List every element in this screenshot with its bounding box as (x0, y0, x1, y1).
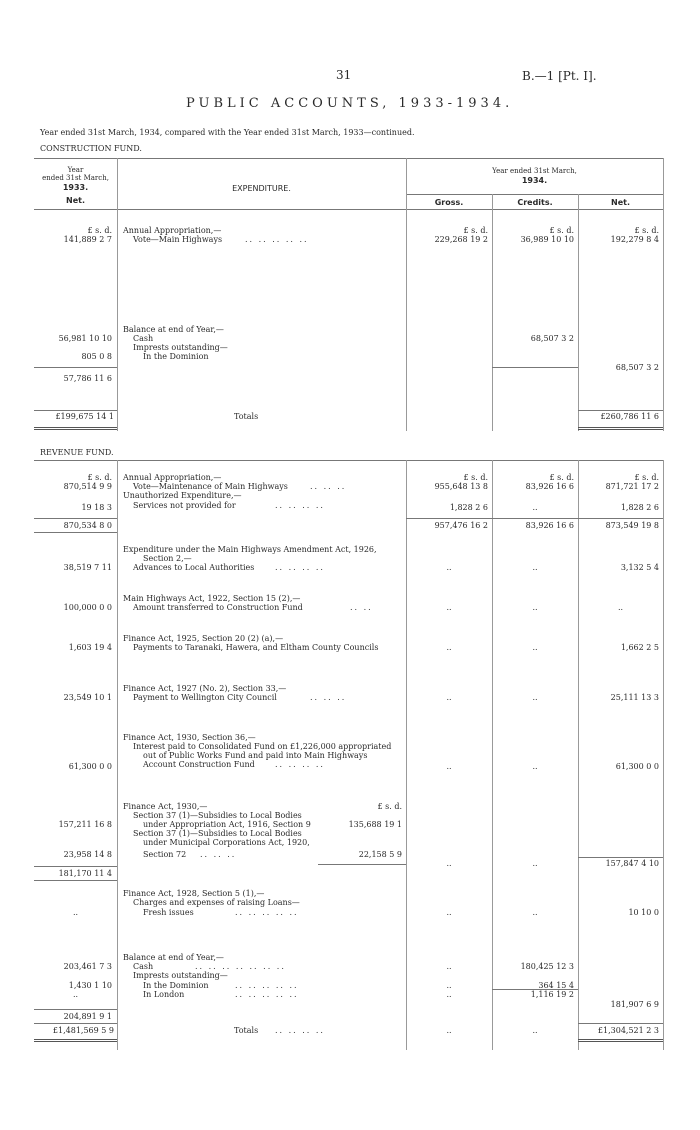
cell-net: 25,111 13 3 (610, 693, 659, 702)
row-label: Unauthorized Expenditure,— (123, 491, 242, 500)
units-label: £ s. d. (549, 473, 574, 482)
row-label: In the Dominion (143, 981, 209, 990)
cell-prev-total: £199,675 14 1 (55, 412, 114, 421)
cell-prev: 203,461 7 3 (63, 962, 112, 971)
cell-prev-subtotal: 870,534 8 0 (63, 521, 112, 530)
row-label: Amount transferred to Construction Fund (133, 603, 303, 612)
row-label: Annual Appropriation,— (123, 473, 222, 482)
cell-subamount: 22,158 5 9 (358, 850, 402, 859)
cell-prev: 870,514 9 9 (63, 482, 112, 491)
prev-net-header: Net. (66, 196, 85, 205)
cell-gross-subtotal: 957,476 16 2 (434, 521, 488, 530)
cell-net: 68,507 3 2 (615, 363, 659, 372)
units-label: £ s. d. (463, 473, 488, 482)
cell-net: 10 10 0 (628, 908, 659, 917)
cell-net: 871,721 17 2 (605, 482, 659, 491)
cell-net-subtotal: 873,549 19 8 (605, 521, 659, 530)
totals-label: Totals (234, 412, 259, 421)
row-label: Section 72 (143, 850, 187, 859)
row-label: In the Dominion (143, 352, 209, 361)
cell-net: 61,300 0 0 (615, 762, 659, 771)
cell-net: 157,847 4 10 (605, 859, 659, 868)
row-label: Cash (133, 334, 154, 343)
row-label: Section 37 (1)—Subsidies to Local Bodies (133, 811, 302, 820)
row-label: Payment to Wellington City Council (133, 693, 277, 702)
row-label: Balance at end of Year,— (123, 953, 224, 962)
cell-credits: 1,116 19 2 (530, 990, 574, 999)
cell-net-total: £260,786 11 6 (600, 412, 659, 421)
cell-prev: 19 18 3 (81, 503, 112, 512)
cell-prev: 56,981 10 10 (58, 334, 112, 343)
cell-prev: 61,300 0 0 (68, 762, 112, 771)
current-year-header-2: 1934. (521, 176, 548, 185)
cell-net: 1,662 2 5 (620, 643, 659, 652)
row-label: out of Public Works Fund and paid into Main Highways (143, 751, 368, 760)
units-label: £ s. d. (634, 226, 659, 235)
row-label: Vote—Maintenance of Main Highways (133, 482, 288, 491)
cell-net: 181,907 6 9 (610, 1000, 659, 1009)
units-label: £ s. d. (377, 802, 402, 811)
cell-prev: 100,000 0 0 (63, 603, 112, 612)
units-label: £ s. d. (634, 473, 659, 482)
row-label: Section 37 (1)—Subsidies to Local Bodies (133, 829, 302, 838)
cell-prev: 38,519 7 11 (63, 563, 112, 572)
cell-gross: 1,828 2 6 (449, 503, 488, 512)
row-label: Charges and expenses of raising Loans— (133, 898, 300, 907)
row-label: Annual Appropriation,— (123, 226, 222, 235)
cell-net: 3,132 5 4 (620, 563, 659, 572)
construction-fund-title: CONSTRUCTION FUND. (40, 144, 142, 153)
cell-subamount: 135,688 19 1 (348, 820, 402, 829)
units-label: £ s. d. (463, 226, 488, 235)
units-label: £ s. d. (87, 473, 112, 482)
cell-net-total: £1,304,521 2 3 (597, 1026, 659, 1035)
gross-header: Gross. (434, 198, 464, 207)
cell-prev: 805 0 8 (81, 352, 112, 361)
cell-credits: 180,425 12 3 (520, 962, 574, 971)
row-label: Advances to Local Authorities (133, 563, 255, 572)
page-title: PUBLIC ACCOUNTS, 1933-1934. (186, 96, 514, 111)
cell-credits: 36,989 10 10 (520, 235, 574, 244)
cell-prev-total: 181,170 11 4 (58, 869, 112, 878)
cell-prev: 141,889 2 7 (63, 235, 112, 244)
row-label: Finance Act, 1930, Section 36,— (123, 733, 256, 742)
cell-net: 192,279 8 4 (610, 235, 659, 244)
row-label: Vote—Main Highways (133, 235, 223, 244)
row-label: Finance Act, 1927 (No. 2), Section 33,— (123, 684, 287, 693)
row-label: Interest paid to Consolidated Fund on £1,226,000 appropriated (133, 742, 392, 751)
row-label: Section 2,— (143, 554, 192, 563)
row-label: Services not provided for (133, 501, 236, 510)
cell-gross: 229,268 19 2 (434, 235, 488, 244)
row-label: In London (143, 990, 185, 999)
cell-prev: 1,430 1 10 (68, 981, 112, 990)
cell-credits: 68,507 3 2 (530, 334, 574, 343)
page-subtitle: Year ended 31st March, 1934, compared with the Year ended 31st March, 1933—continued. (40, 128, 415, 137)
prev-year-header-2: ended 31st March, (42, 174, 109, 182)
row-label: Payments to Taranaki, Hawera, and Eltham County Councils (133, 643, 379, 652)
prev-year-header: Year (67, 166, 84, 174)
row-label: Account Construction Fund (143, 760, 255, 769)
prev-year-header-3: 1933. (62, 183, 89, 192)
row-label: under Appropriation Act, 1916, Section 9 (143, 820, 311, 829)
row-label: Fresh issues (143, 908, 194, 917)
totals-label: Totals (234, 1026, 259, 1035)
row-label: Balance at end of Year,— (123, 325, 224, 334)
row-label: Imprests outstanding— (133, 971, 228, 980)
units-label: £ s. d. (549, 226, 574, 235)
cell-prev: 1,603 19 4 (68, 643, 112, 652)
row-label: Finance Act, 1930,— (123, 802, 208, 811)
cell-net: 1,828 2 6 (620, 503, 659, 512)
cell-gross: 955,648 13 8 (434, 482, 488, 491)
cell-prev: 157,211 16 8 (58, 820, 112, 829)
row-label: Expenditure under the Main Highways Amendment Act, 1926, (123, 545, 377, 554)
cell-prev-total: 57,786 11 6 (63, 374, 112, 383)
cell-credits: 364 15 4 (538, 981, 574, 990)
page-number: 31 (336, 68, 352, 82)
cell-credits-subtotal: 83,926 16 6 (525, 521, 574, 530)
units-label: £ s. d. (87, 226, 112, 235)
cell-prev-total: £1,481,569 5 9 (52, 1026, 114, 1035)
cell-prev: 23,549 10 1 (63, 693, 112, 702)
credits-header: Credits. (517, 198, 553, 207)
row-label: Finance Act, 1925, Section 20 (2) (a),— (123, 634, 284, 643)
row-label: under Municipal Corporations Act, 1920, (143, 838, 310, 847)
row-label: Finance Act, 1928, Section 5 (1),— (123, 889, 265, 898)
current-year-header: Year ended 31st March, (492, 167, 577, 175)
row-label: Main Highways Act, 1922, Section 15 (2),— (123, 594, 301, 603)
row-label: Cash (133, 962, 154, 971)
row-label: Imprests outstanding— (133, 343, 228, 352)
net-header: Net. (611, 198, 630, 207)
revenue-fund-title: REVENUE FUND. (40, 448, 114, 457)
document-reference: B.—1 [Pt. I]. (522, 69, 597, 83)
expenditure-header: EXPENDITURE. (232, 184, 291, 193)
cell-credits: 83,926 16 6 (525, 482, 574, 491)
cell-prev-total: 204,891 9 1 (63, 1012, 112, 1021)
cell-prev: 23,958 14 8 (63, 850, 112, 859)
